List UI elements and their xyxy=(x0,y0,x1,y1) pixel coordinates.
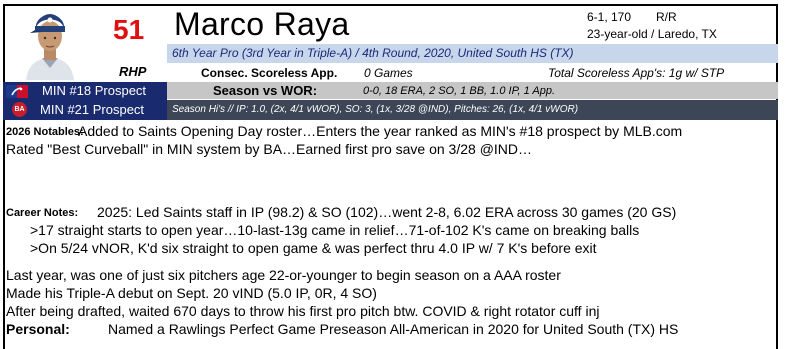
personal-label: Personal: xyxy=(6,321,70,337)
season-vs-value: 0-0, 18 ERA, 2 SO, 1 BB, 1.0 IP, 1 App. xyxy=(363,85,556,97)
pro-info-text: 6th Year Pro (3rd Year in Triple-A) / 4th Round, 2020, United South HS (TX) xyxy=(172,46,574,60)
career-note-line: >On 5/24 vNOR, K'd six straight to open game & was perfect thru 4.0 IP w/ 7 K's before exit xyxy=(30,240,597,256)
personal-text: Named a Rawlings Perfect Game Preseason All-American in 2020 for United South (TX) HS xyxy=(108,321,679,337)
height-weight: 6-1, 170 xyxy=(587,10,632,24)
consecutive-scoreless-value: 0 Games xyxy=(364,66,413,80)
season-vs-label: Season vs WOR: xyxy=(213,83,318,98)
notables-line: Added to Saints Opening Day roster…Enters the year ranked as MIN's #18 prospect by MLB.com xyxy=(78,123,683,139)
bats-throws: R/R xyxy=(656,10,677,24)
mlb-logo-icon xyxy=(6,85,28,98)
career-notes-label: Career Notes: xyxy=(6,207,79,219)
consecutive-scoreless-label: Consec. Scoreless App. xyxy=(201,66,338,80)
baseball-america-logo-icon: BA xyxy=(12,102,27,117)
career-note-line: 2025: Led Saints staff in IP (98.2) & SO (102)…went 2-8, 6.02 ERA across 30 games (20 GS) xyxy=(97,204,677,220)
career-note-line: Last year, was one of just six pitchers age 22-or-younger to begin season on a AAA roster xyxy=(6,267,561,283)
ba-prospect-rank: MIN #21 Prospect xyxy=(40,102,145,117)
age-hometown: 23-year-old / Laredo, TX xyxy=(587,27,717,41)
jersey-number: 51 xyxy=(113,14,145,45)
notables-line: Rated "Best Curveball" in MIN system by BA…Earned first pro save on 3/28 @IND… xyxy=(6,141,533,157)
player-headshot xyxy=(22,8,78,80)
total-scoreless: Total Scoreless App's: 1g w/ STP xyxy=(548,66,725,80)
player-name: Marco Raya xyxy=(174,6,350,42)
season-highs-text: Season Hi's // IP: 1.0, (2x, 4/1 vWOR), SO: 3, (1x, 3/28 @IND), Pitches: 26, (1x, 4/1 vWOR) xyxy=(172,104,579,115)
notables-label: 2026 Notables: xyxy=(6,126,84,138)
mlb-prospect-rank: MIN #18 Prospect xyxy=(42,83,147,98)
career-note-line: Made his Triple-A debut on Sept. 20 vIND (5.0 IP, 0R, 4 SO) xyxy=(6,285,377,301)
career-note-line: >17 straight starts to open year…10-last-13g came in relief…71-of-102 K's came on breaking balls xyxy=(30,222,640,238)
position: RHP xyxy=(119,64,147,79)
career-note-line: After being drafted, waited 670 days to throw his first pro pitch btw. COVID & right rotator cuff inj xyxy=(6,303,600,319)
